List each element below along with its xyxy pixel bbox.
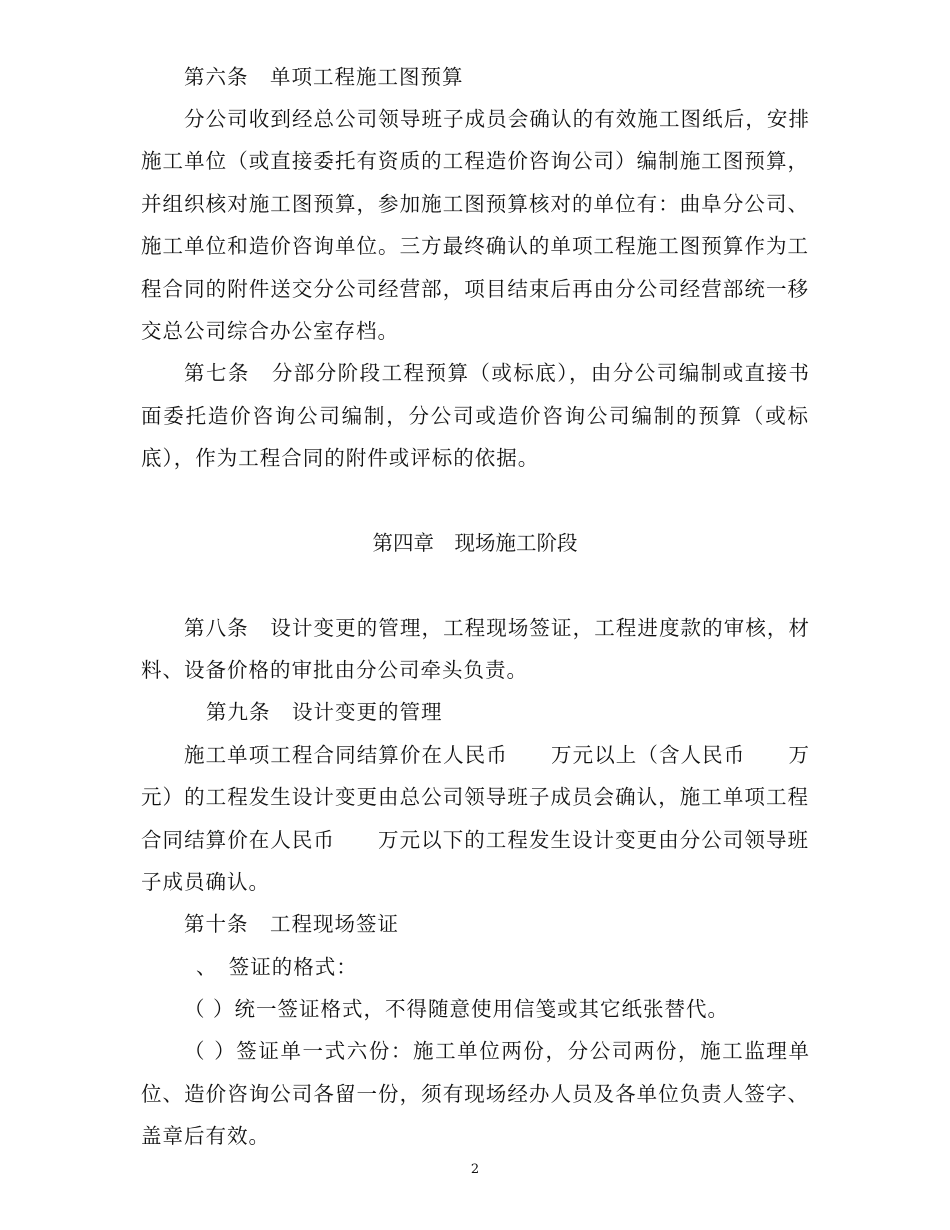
article-6-para-line-5: 程合同的附件送交分公司经营部，项目结束后再由分公司经营部统一移 [141,277,809,301]
article-9-para-line-4: 子成员确认。 [141,870,270,894]
article-10-subitem-2-line-3: 盖章后有效。 [141,1124,270,1148]
article-10-subitem-2-line-2: 位、造价咨询公司各留一份，须有现场经办人员及各单位负责人签字、 [141,1082,809,1106]
article-10-subitem-2-line-1: （ ）签证单一式六份：施工单位两份，分公司两份，施工监理单 [184,1039,810,1063]
article-7-line-3: 底），作为工程合同的附件或评标的依据。 [141,446,540,470]
article-8-line-2: 料、设备价格的审批由分公司牵头负责。 [141,658,528,682]
article-7-line-1: 第七条 分部分阶段工程预算（或标底），由分公司编制或直接书 [184,361,810,385]
article-9-heading: 第九条 设计变更的管理 [206,700,443,724]
chapter-4-heading: 第四章 现场施工阶段 [372,531,578,555]
article-6-para-line-2: 施工单位（或直接委托有资质的工程造价咨询公司）编制施工图预算， [141,149,809,173]
article-10-item-1-heading: 、 签证的格式： [196,955,358,979]
article-9-para-line-2: 元）的工程发生设计变更由总公司领导班子成员会确认，施工单项工程 [141,785,809,809]
article-6-para-line-6: 交总公司综合办公室存档。 [141,319,399,343]
article-8-line-1: 第八条 设计变更的管理，工程现场签证，工程进度款的审核，材 [184,616,810,640]
article-9-para-line-3: 合同结算价在人民币 万元以下的工程发生设计变更由分公司领导班 [141,828,809,852]
page-number: 2 [470,1162,480,1177]
article-6-heading: 第六条 单项工程施工图预算 [184,65,464,89]
article-10-subitem-1: （ ）统一签证格式，不得随意使用信笺或其它纸张替代。 [184,997,730,1021]
article-9-para-line-1: 施工单项工程合同结算价在人民币 万元以上（含人民币 万 [184,743,810,767]
article-6-para-line-4: 施工单位和造价咨询单位。三方最终确认的单项工程施工图预算作为工 [141,234,809,258]
article-6-para-line-1: 分公司收到经总公司领导班子成员会确认的有效施工图纸后，安排 [184,107,810,131]
article-10-heading: 第十条 工程现场签证 [184,912,399,936]
article-7-line-2: 面委托造价咨询公司编制，分公司或造价咨询公司编制的预算（或标 [141,404,809,428]
article-6-para-line-3: 并组织核对施工图预算，参加施工图预算核对的单位有：曲阜分公司、 [141,192,809,216]
